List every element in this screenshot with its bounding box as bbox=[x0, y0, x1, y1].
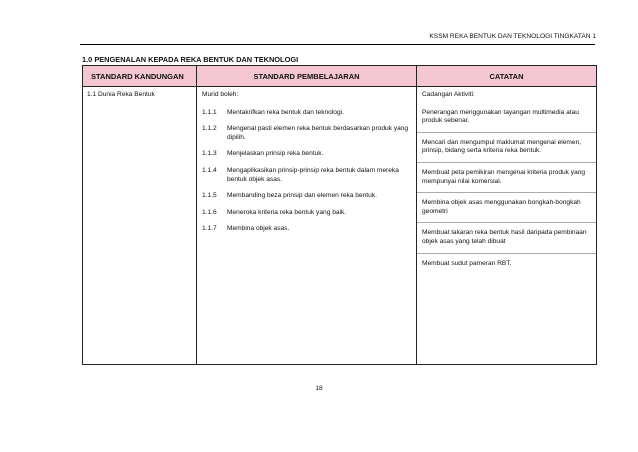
pembelajaran-item bbox=[202, 150, 412, 159]
item-number: 1.1.7 bbox=[202, 225, 217, 233]
item-text: Mentakrifkan reka bentuk dan teknologi. bbox=[227, 108, 344, 116]
pembelajaran-item bbox=[202, 167, 412, 184]
pembelajaran-item bbox=[202, 109, 412, 118]
item-number: 1.1.2 bbox=[202, 125, 217, 133]
item-text: Mengaplikasikan prinsip-prinsip reka bentuk dalam mereka bentuk objek asas. bbox=[227, 166, 399, 183]
item-number: 1.1.6 bbox=[202, 208, 217, 216]
header-standard-kandungan: STANDARD KANDUNGAN bbox=[83, 66, 197, 87]
item-number: 1.1.5 bbox=[202, 192, 217, 200]
activity-item: Membuat lakaran reka bentuk hasil daripada pembinaan objek asas yang telah dibuat bbox=[422, 229, 587, 245]
activity-item: Membuat peta pemikiran mengenai kriteria produk yang mempunyai nilai komersial. bbox=[422, 168, 586, 185]
table-header-row bbox=[83, 66, 597, 87]
pembelajaran-item bbox=[202, 225, 412, 234]
activity-item: Mencari dan mengumpul maklumat mengenai elemen, prinsip, bidang serta kriteria reka bentuk. bbox=[422, 138, 582, 155]
header-standard-pembelajaran: STANDARD PEMBELAJARAN bbox=[197, 66, 417, 87]
kandungan-text: 1.1 Dunia Reka Bentuk bbox=[87, 91, 155, 98]
pembelajaran-item bbox=[202, 209, 412, 218]
pembelajaran-item bbox=[202, 125, 412, 142]
activity-item: Penerangan menggunakan tayangan multimedia atau produk sebenar. bbox=[422, 108, 579, 125]
item-text: Menjelaskan prinsip reka bentuk. bbox=[227, 150, 324, 158]
kandungan-cell bbox=[83, 87, 197, 365]
pembelajaran-item bbox=[202, 192, 412, 201]
catatan-cell bbox=[417, 87, 597, 365]
item-text: Mengenal pasti elemen reka bentuk berdasarkan produk yang dipilih. bbox=[227, 125, 409, 141]
section-title: 1.0 PENGENALAN KEPADA REKA BENTUK DAN TEKNOLOGI bbox=[82, 55, 299, 64]
item-number: 1.1.1 bbox=[202, 108, 217, 116]
item-number: 1.1.3 bbox=[202, 150, 217, 158]
page-number: 18 bbox=[315, 385, 323, 392]
table-row bbox=[83, 87, 597, 365]
document-header: KSSM REKA BENTUK DAN TEKNOLOGI TINGKATAN 1 bbox=[429, 33, 596, 40]
activity-item: Membuat sudut pameran RBT. bbox=[422, 259, 512, 267]
item-number: 1.1.4 bbox=[202, 166, 217, 174]
item-text: Membanding beza prinsip dan elemen reka bentuk. bbox=[227, 192, 377, 200]
pembelajaran-cell bbox=[197, 87, 417, 365]
pembelajaran-intro: Murid boleh: bbox=[202, 91, 239, 98]
header-catatan: CATATAN bbox=[417, 66, 597, 87]
activity-item: Membina objek asas menggunakan bongkah-bongkah geometri bbox=[422, 199, 581, 215]
item-text: Membina objek asas. bbox=[227, 225, 290, 233]
header-rule bbox=[80, 44, 595, 45]
item-text: Meneroka kriteria reka bentuk yang baik. bbox=[227, 208, 347, 216]
curriculum-table bbox=[82, 65, 597, 365]
catatan-intro: Cadangan Aktiviti: bbox=[422, 91, 475, 98]
